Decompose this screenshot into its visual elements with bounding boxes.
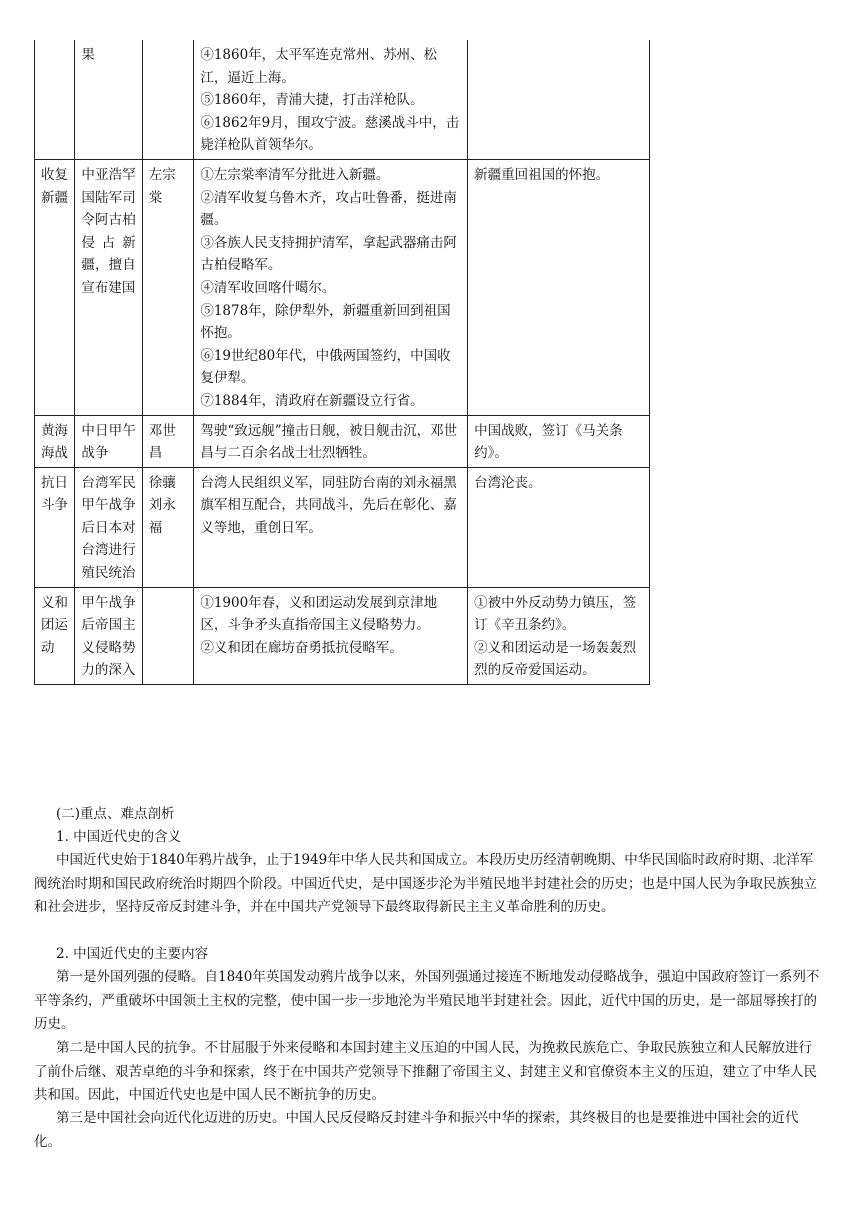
result-item: 新疆重回祖国的怀抱。 xyxy=(474,166,610,183)
process-item: ⑤1878年，除伊犁外，新疆重新回到祖国怀抱。 xyxy=(200,302,451,342)
table-row xyxy=(35,159,650,415)
process-item: ⑥19世纪80年代，中俄两国签约，中国收复伊犁。 xyxy=(200,347,451,387)
process-item: ③各族人民支持拥护清军，拿起武器痛击阿古柏侵略军。 xyxy=(200,234,457,274)
history-events-table xyxy=(34,40,650,685)
event-cell xyxy=(35,40,75,159)
result-item: 台湾沦丧。 xyxy=(474,474,542,491)
process-item: ②义和团在廊坊奋勇抵抗侵略军。 xyxy=(200,639,403,656)
process-item: ①1900年春，义和团运动发展到京津地区，斗争矛头直指帝国主义侵略势力。 xyxy=(200,594,438,634)
table-row xyxy=(35,587,650,684)
process-item: 台湾人民组织义军，同驻防台南的刘永福黑旗军相互配合，共同战斗，先后在彰化、嘉义等地，重创日军。 xyxy=(200,474,457,536)
figure-cell: 徐骧 刘永福 xyxy=(142,467,194,587)
process-item: ⑦1884年，清政府在新疆设立行省。 xyxy=(200,392,424,409)
paragraph-text: 第三是中国社会向近代化迈进的历史。中国人民反侵略反封建斗争和振兴中华的探索，其终极目的也是要推进中国社会的近代化。 xyxy=(34,1110,799,1150)
process-item: ①左宗棠率清军分批进入新疆。 xyxy=(200,166,390,183)
process-item: ⑤1860年，青浦大捷，打击洋枪队。 xyxy=(200,92,424,109)
result-item: ①被中外反动势力镇压，签订《辛丑条约》。 xyxy=(474,594,637,634)
paragraph-modernization xyxy=(34,1107,824,1154)
subsection-title-1: 1. 中国近代史的含义 xyxy=(56,829,182,845)
cause-cell: 中亚浩罕国陆军司令阿古柏侵占新疆，擅自宣布建国 xyxy=(75,159,142,415)
paragraph-text: 中国近代史始于1840年鸦片战争，止于1949年中华人民共和国成立。本段历史历经清朝晚期、中华民国临时政府时期、北洋军阀统治时期和国民政府统治时期四个阶段。中国近代史，是中国逐步沦为半殖民地半封建社会的历史；也是中国人民为争取民族独立和社会进步，坚持反帝反封建斗争，并在中国共产党领导下最终取得新民主主义革命胜利的历史。 xyxy=(34,852,817,916)
paragraph-foreign-aggression xyxy=(34,966,824,1037)
figure-cell: 邓世昌 xyxy=(142,415,194,467)
result-cell xyxy=(468,587,650,684)
table-row xyxy=(35,40,650,159)
process-cell xyxy=(194,415,468,467)
process-item: ④清军收回喀什噶尔。 xyxy=(200,279,336,296)
result-cell xyxy=(468,40,650,159)
cause-cell: 台湾军民甲午战争后日本对台湾进行殖民统治 xyxy=(75,467,142,587)
result-item: ②义和团运动是一场轰轰烈烈的反帝爱国运动。 xyxy=(474,639,637,679)
figure-cell: 左宗棠 xyxy=(142,159,194,415)
process-item: ④1860年，太平军连克常州、苏州、松江，逼近上海。 xyxy=(200,47,438,86)
cause-cell: 甲午战争后帝国主义侵略势力的深入 xyxy=(75,587,142,684)
process-item: ②清军收复乌鲁木齐，攻占吐鲁番，挺进南疆。 xyxy=(200,189,457,229)
result-item: 中国战败，签订《马关条约》。 xyxy=(474,422,623,462)
result-cell xyxy=(468,467,650,587)
result-cell xyxy=(468,159,650,415)
process-item: 驾驶“致远舰”撞击日舰，被日舰击沉，邓世昌与二百余名战士壮烈牺牲。 xyxy=(200,422,458,462)
process-cell xyxy=(194,587,468,684)
subsection-title-2: 2. 中国近代史的主要内容 xyxy=(56,946,209,962)
table-row xyxy=(35,415,650,467)
event-cell: 收复新疆 xyxy=(35,159,75,415)
paragraph-text: 第一是外国列强的侵略。自1840年英国发动鸦片战争以来，外国列强通过接连不断地发动侵略战争，强迫中国政府签订一系列不平等条约，严重破坏中国领土主权的完整，使中国一步一步地沦为半殖民地半封建社会。因此，近代中国的历史，是一部屈辱挨打的历史。 xyxy=(34,969,820,1033)
paragraph-modern-history-definition xyxy=(34,849,824,920)
result-cell xyxy=(468,415,650,467)
process-cell xyxy=(194,159,468,415)
cause-cell: 果 xyxy=(75,40,142,159)
table-row xyxy=(35,467,650,587)
figure-cell xyxy=(142,587,194,684)
process-cell xyxy=(194,467,468,587)
event-cell: 黄海海战 xyxy=(35,415,75,467)
cause-cell: 中日甲午战争 xyxy=(75,415,142,467)
event-cell: 抗日斗争 xyxy=(35,467,75,587)
paragraph-text: 第二是中国人民的抗争。不甘屈服于外来侵略和本国封建主义压迫的中国人民，为挽救民族危亡、争取民族独立和人民解放进行了前仆后继、艰苦卓绝的斗争和探索，终于在中国共产党领导下推翻了帝国主义、封建主义和官僚资本主义的压迫，建立了中华人民共和国。因此，中国近代史也是中国人民不断抗争的历史。 xyxy=(34,1040,817,1104)
paragraph-people-resistance xyxy=(34,1037,824,1108)
figure-cell xyxy=(142,40,194,159)
section-heading: (二)重点、难点剖析 xyxy=(56,806,175,822)
process-item: ⑥1862年9月，围攻宁波。慈溪战斗中，击毙洋枪队首领华尔。 xyxy=(200,114,460,154)
process-cell xyxy=(194,40,468,159)
event-cell: 义和团运动 xyxy=(35,587,75,684)
